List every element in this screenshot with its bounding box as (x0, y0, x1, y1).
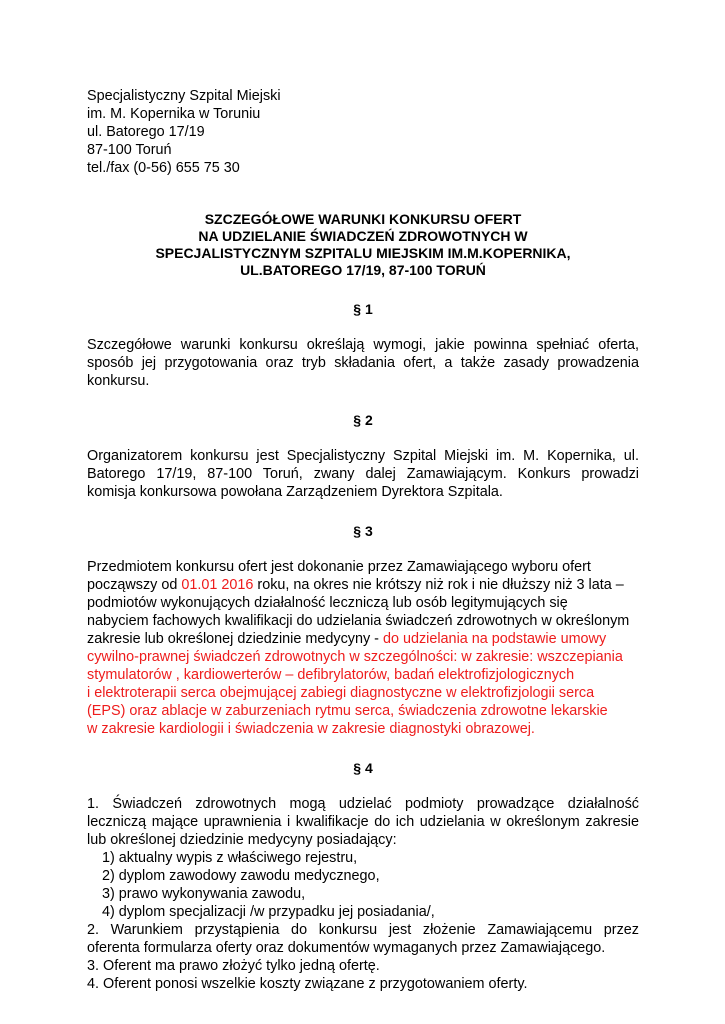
highlighted-line: w zakresie kardiologii i świadczenia w zakresie diagnostyki obrazowej. (87, 721, 535, 737)
paragraph-line: Organizatorem konkursu jest Specjalistyczny Szpital Miejski im. M. Kopernika, ul. (87, 448, 639, 464)
document-content (87, 87, 639, 993)
title-line: SPECJALISTYCZNYM SZPITALU MIEJSKIM IM.M.KOPERNIKA, (155, 245, 571, 261)
highlighted-line: cywilno-prawnej świadczeń zdrowotnych w szczególności: w zakresie: wszczepiania (87, 649, 623, 665)
requirement-item: 4) dyplom specjalizacji /w przypadku jej posiadania/, (102, 904, 435, 920)
paragraph-line: oferenta formularza oferty oraz dokumentów wymaganych przez Zamawiającego. (87, 940, 606, 956)
section-4-heading: § 4 (353, 760, 373, 776)
paragraph-line: Szczegółowe warunki konkursu określają wymogi, jakie powinna spełniać oferta, (87, 337, 639, 353)
section-1-paragraph (87, 336, 639, 390)
address-line: ul. Batorego 17/19 (87, 124, 205, 140)
text-segment: roku, na okres nie krótszy niż rok i nie dłuższy niż 3 lata – (253, 577, 624, 593)
paragraph-line: konkursu. (87, 373, 150, 389)
paragraph-line: 2. Warunkiem przystąpienia do konkursu jest złożenie Zamawiającemu przez (87, 922, 639, 938)
title-line: NA UDZIELANIE ŚWIADCZEŃ ZDROWOTNYCH W (198, 228, 528, 244)
highlighted-line: stymulatorów , kardiowerterów – defibrylatorów, badań elektrofizjologicznych (87, 667, 575, 683)
title-line: SZCZEGÓŁOWE WARUNKI KONKURSU OFERT (204, 211, 522, 227)
paragraph-line: nabyciem fachowych kwalifikacji do udzielania świadczeń zdrowotnych w określonym (87, 613, 630, 629)
section-2-heading: § 2 (353, 412, 373, 428)
paragraph-line (87, 576, 639, 594)
address-line: tel./fax (0-56) 655 75 30 (87, 160, 240, 176)
document-title (87, 211, 639, 279)
requirement-item: 1) aktualny wypis z właściwego rejestru, (102, 850, 358, 866)
address-line: Specjalistyczny Szpital Miejski (87, 88, 281, 104)
paragraph-line: lub określonej dziedzinie medycyny posiadający: (87, 832, 397, 848)
hospital-address-block (87, 87, 639, 177)
highlighted-line: i elektroterapii serca obejmującej zabiegi diagnostyczne w elektrofizjologii serca (87, 685, 595, 701)
section-3-heading: § 3 (353, 523, 373, 539)
text-segment: począwszy od (87, 577, 182, 593)
title-line: UL.BATOREGO 17/19, 87-100 TORUŃ (240, 262, 486, 278)
paragraph-line: podmiotów wykonujących działalność leczniczą lub osób legitymujących się (87, 595, 568, 611)
highlighted-text: do udzielania na podstawie umowy (382, 631, 607, 647)
start-date: 01.01 2016 (181, 577, 254, 593)
paragraph-line: Przedmiotem konkursu ofert jest dokonanie przez Zamawiającego wyboru ofert (87, 559, 591, 575)
paragraph-line: sposób jej przygotowania oraz tryb składania ofert, a także zasady prowadzenia (87, 355, 639, 371)
paragraph-line: Batorego 17/19, 87-100 Toruń, zwany dalej Zamawiającym. Konkurs prowadzi (87, 466, 639, 482)
section-2-paragraph (87, 447, 639, 501)
paragraph-line: 3. Oferent ma prawo złożyć tylko jedną ofertę. (87, 958, 380, 974)
address-line: im. M. Kopernika w Toruniu (87, 106, 261, 122)
paragraph-line (87, 630, 639, 648)
text-segment: zakresie lub określonej dziedzinie medycyny - (87, 631, 383, 647)
requirement-item: 2) dyplom zawodowy zawodu medycznego, (102, 868, 380, 884)
paragraph-line: 4. Oferent ponosi wszelkie koszty związane z przygotowaniem oferty. (87, 976, 528, 992)
paragraph-line: komisja konkursowa powołana Zarządzeniem Dyrektora Szpitala. (87, 484, 503, 500)
section-3-paragraph (87, 558, 639, 738)
section-4-paragraph (87, 795, 639, 993)
paragraph-line: 1. Świadczeń zdrowotnych mogą udzielać podmioty prowadzące działalność (87, 796, 639, 812)
paragraph-line: leczniczą mające uprawnienia i kwalifikacje do ich udzielania w określonym zakresie (87, 814, 639, 830)
requirement-item: 3) prawo wykonywania zawodu, (102, 886, 306, 902)
highlighted-line: (EPS) oraz ablacje w zaburzeniach rytmu serca, świadczenia zdrowotne lekarskie (87, 703, 608, 719)
address-line: 87-100 Toruń (87, 142, 172, 158)
section-1-heading: § 1 (353, 301, 373, 317)
